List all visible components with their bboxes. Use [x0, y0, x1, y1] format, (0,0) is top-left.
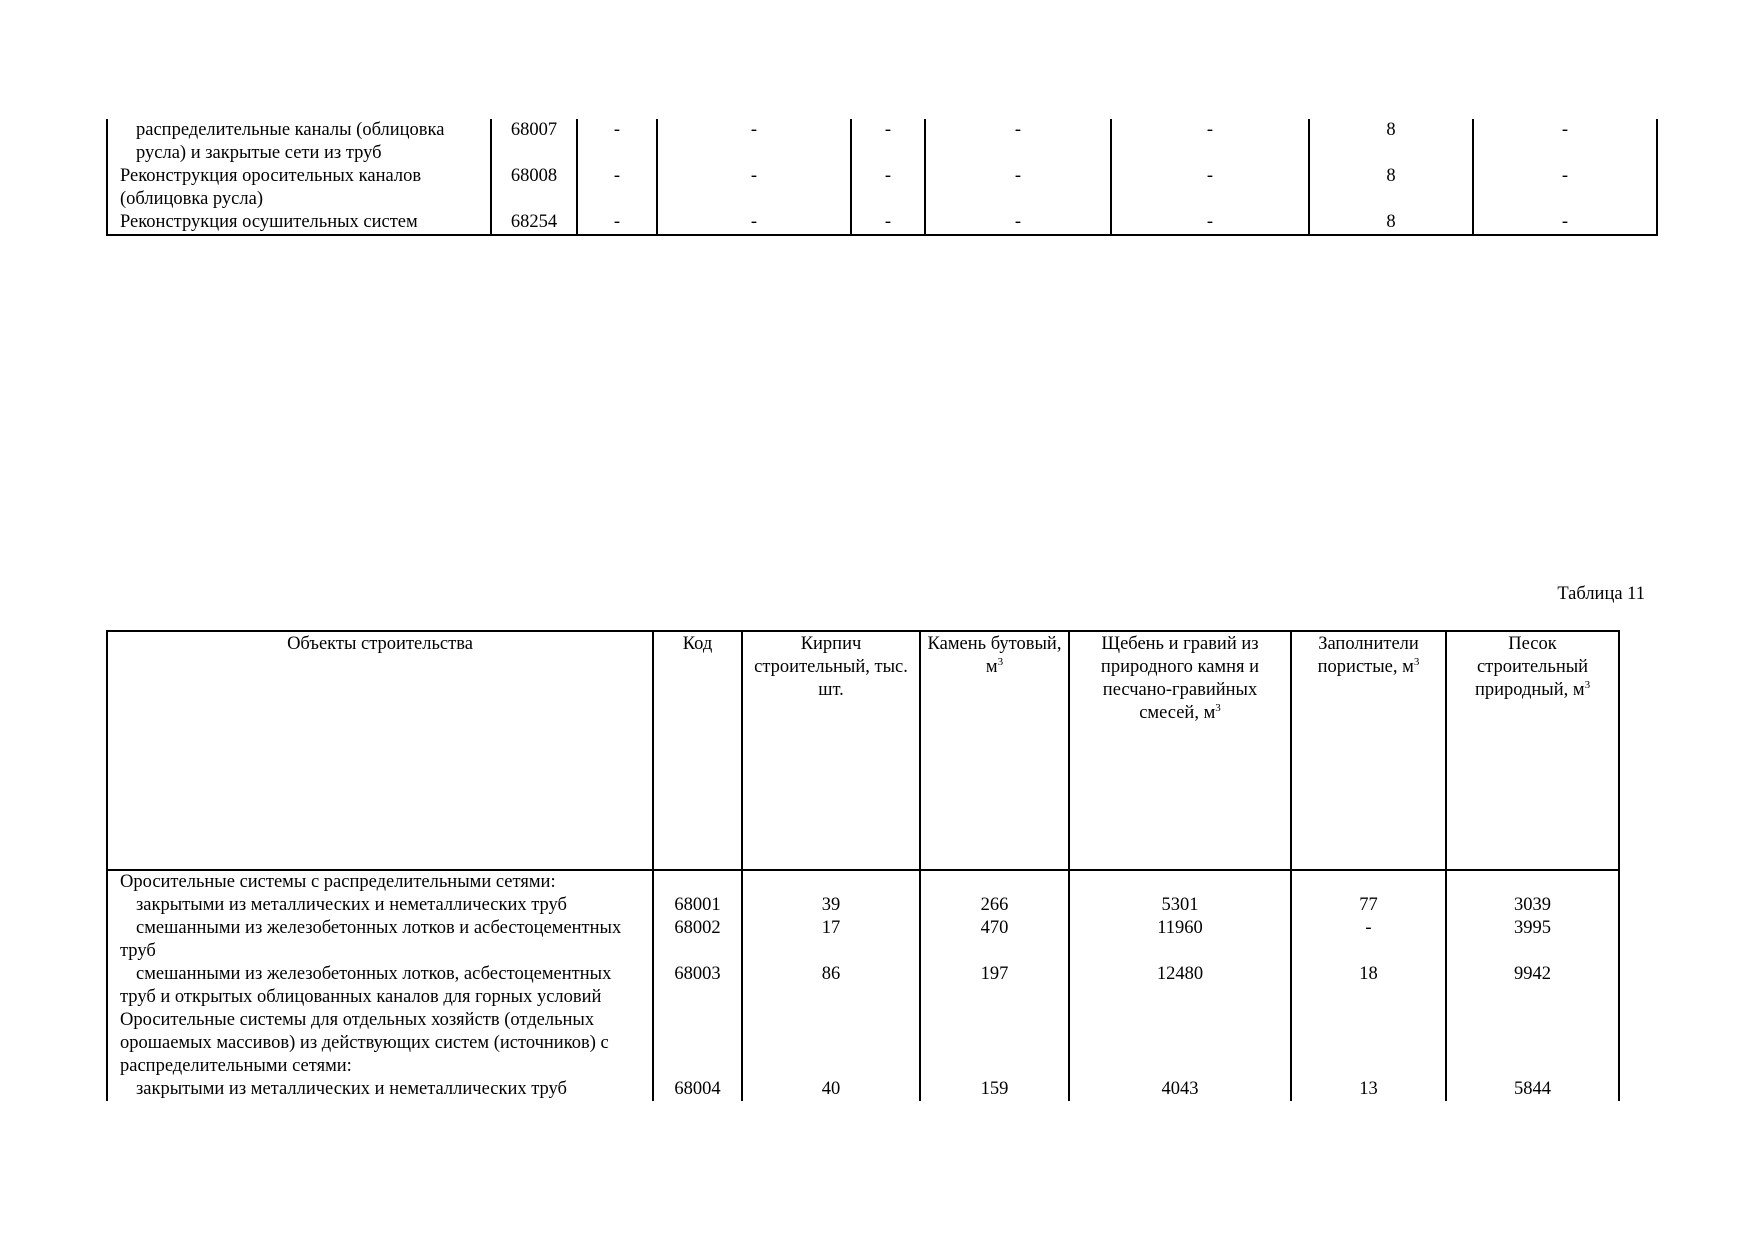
cell [920, 1009, 1069, 1078]
cell [1069, 1009, 1291, 1078]
cell: - [657, 211, 851, 235]
table-row [107, 1078, 1619, 1101]
cell: - [1291, 917, 1446, 963]
cell: - [851, 119, 925, 165]
cell: 77 [1291, 894, 1446, 917]
cell: 40 [742, 1078, 920, 1101]
header-sand: Песок строительный природный, $м^3$ [1446, 631, 1619, 870]
cell [920, 870, 1069, 894]
table-row [107, 894, 1619, 917]
table-row [107, 165, 1657, 211]
cell: - [577, 165, 657, 211]
cell: 13 [1291, 1078, 1446, 1101]
row-code: 68003 [653, 963, 742, 1009]
row-code: 68004 [653, 1078, 742, 1101]
cell: - [577, 119, 657, 165]
row-code [653, 870, 742, 894]
unit-superscript: 3 [997, 656, 1004, 668]
cell [742, 1009, 920, 1078]
cell: - [925, 119, 1111, 165]
cell: 5844 [1446, 1078, 1619, 1101]
cell: 86 [742, 963, 920, 1009]
row-name: закрытыми из металлических и неметаллических труб [107, 1078, 653, 1101]
unit-superscript: 3 [1413, 656, 1420, 668]
cell: 17 [742, 917, 920, 963]
row-name: Реконструкция оросительных каналов (облицовка русла) [107, 165, 491, 211]
row-code: 68008 [491, 165, 577, 211]
header-code: Код [653, 631, 742, 870]
table-header-row [107, 631, 1619, 870]
cell: 3039 [1446, 894, 1619, 917]
table-row [107, 119, 1657, 165]
row-code: 68007 [491, 119, 577, 165]
cell: 18 [1291, 963, 1446, 1009]
cell: - [657, 119, 851, 165]
cell: 4043 [1069, 1078, 1291, 1101]
row-code: 68254 [491, 211, 577, 235]
unit-superscript: 3 [1584, 679, 1591, 691]
cell [1291, 870, 1446, 894]
cell [1446, 870, 1619, 894]
cell: 470 [920, 917, 1069, 963]
cell: 8 [1309, 165, 1473, 211]
table-row [107, 211, 1657, 235]
cell: 11960 [1069, 917, 1291, 963]
cell [1069, 870, 1291, 894]
row-name: Оросительные системы для отдельных хозяйств (отдельных орошаемых массивов) из действующих систем (источников) с распределительными сетями: [107, 1009, 653, 1078]
table-row [107, 917, 1619, 963]
cell: 8 [1309, 211, 1473, 235]
cell: 266 [920, 894, 1069, 917]
table-row [107, 870, 1619, 894]
table-row [107, 1009, 1619, 1078]
cell: 9942 [1446, 963, 1619, 1009]
row-name: Реконструкция осушительных систем [107, 211, 491, 235]
cell [1446, 1009, 1619, 1078]
cell [1291, 1009, 1446, 1078]
table-caption: Таблица 11 [1557, 584, 1645, 604]
row-code: 68002 [653, 917, 742, 963]
header-fillers: Заполнители пористые, $м^3$ [1291, 631, 1446, 870]
row-name: закрытыми из металлических и неметаллических труб [107, 894, 653, 917]
cell: 5301 [1069, 894, 1291, 917]
cell: - [851, 211, 925, 235]
row-code [653, 1009, 742, 1078]
cell: 3995 [1446, 917, 1619, 963]
header-stone: Камень бутовый, $м^3$ [920, 631, 1069, 870]
header-brick: Кирпич строительный, тыс. шт. [742, 631, 920, 870]
cell: 197 [920, 963, 1069, 1009]
table-row [107, 963, 1619, 1009]
row-code: 68001 [653, 894, 742, 917]
cell: 159 [920, 1078, 1069, 1101]
cell [742, 870, 920, 894]
cell: - [925, 211, 1111, 235]
table-11 [106, 630, 1620, 1101]
header-objects: Объекты строительства [107, 631, 653, 870]
cell: 39 [742, 894, 920, 917]
cell: - [1473, 165, 1657, 211]
cell: - [657, 165, 851, 211]
cell: - [1111, 211, 1309, 235]
cell: - [1473, 119, 1657, 165]
cell: - [577, 211, 657, 235]
cell: - [1111, 119, 1309, 165]
cell: - [851, 165, 925, 211]
row-name: смешанными из железобетонных лотков и асбестоцементных труб [107, 917, 653, 963]
previous-table [106, 119, 1658, 236]
header-gravel: Щебень и гравий из природного камня и песчано-гравийных смесей, $м^3$ [1069, 631, 1291, 870]
row-name: смешанными из железобетонных лотков, асбестоцементных труб и открытых облицованных каналов для горных условий [107, 963, 653, 1009]
cell: - [1111, 165, 1309, 211]
unit-superscript: 3 [1215, 702, 1221, 714]
cell: - [925, 165, 1111, 211]
cell: 8 [1309, 119, 1473, 165]
row-name: распределительные каналы (облицовка русла) и закрытые сети из труб [107, 119, 491, 165]
cell: 12480 [1069, 963, 1291, 1009]
row-name: Оросительные системы с распределительными сетями: [107, 870, 653, 894]
cell: - [1473, 211, 1657, 235]
